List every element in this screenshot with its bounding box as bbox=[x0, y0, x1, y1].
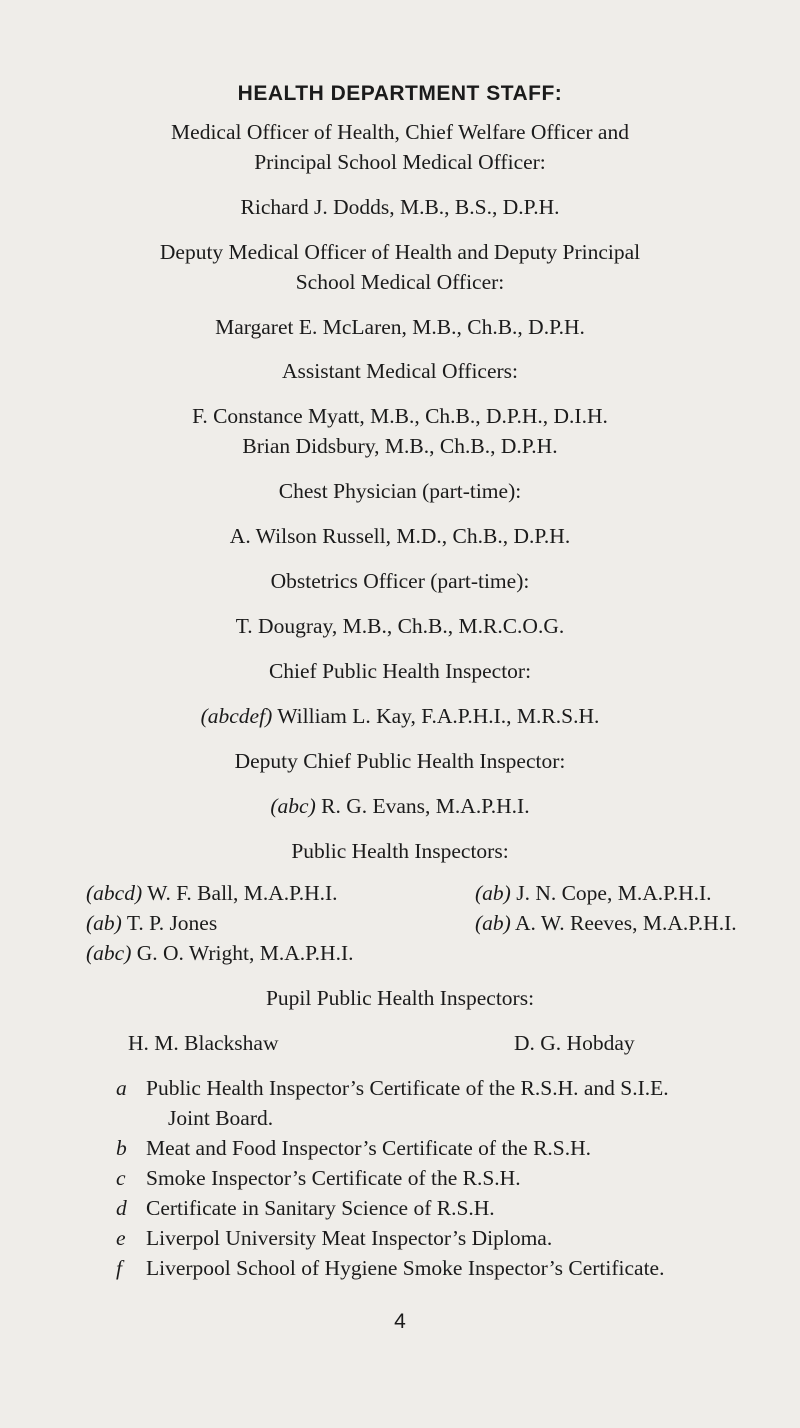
footnote-text: Liverpol University Meat Inspector’s Diploma. bbox=[146, 1226, 553, 1250]
qualification-code: (ab) bbox=[475, 911, 511, 935]
footnote-letter: d bbox=[116, 1196, 127, 1220]
qualification-code: (abcdef) bbox=[200, 704, 273, 728]
phi-name: W. F. Ball, M.A.P.H.I. bbox=[147, 881, 338, 905]
pupil-phi-name-2: D. G. Hobday bbox=[514, 1031, 635, 1055]
phi-name: A. W. Reeves, M.A.P.H.I. bbox=[515, 911, 737, 935]
chest-name: A. Wilson Russell, M.D., Ch.B., D.P.H. bbox=[229, 524, 571, 548]
deputy-chief-phi-name: R. G. Evans, M.A.P.H.I. bbox=[321, 794, 530, 818]
footnote-text: Liverpool School of Hygiene Smoke Inspector’s Certificate. bbox=[146, 1256, 665, 1280]
page-number: 4 bbox=[394, 1310, 406, 1333]
obstetrics-title: Obstetrics Officer (part-time): bbox=[270, 569, 530, 593]
deputy-chief-phi-entry bbox=[0, 791, 800, 821]
phi-name: G. O. Wright, M.A.P.H.I. bbox=[136, 941, 354, 965]
qualification-code: (abcd) bbox=[86, 881, 143, 905]
footnote-letter: a bbox=[116, 1076, 127, 1100]
footnote-text: Certificate in Sanitary Science of R.S.H. bbox=[146, 1196, 495, 1220]
assistant-name-1: F. Constance Myatt, M.B., Ch.B., D.P.H., D.I.H. bbox=[192, 404, 608, 428]
phi-name: J. N. Cope, M.A.P.H.I. bbox=[516, 881, 712, 905]
moh-name: Richard J. Dodds, M.B., B.S., D.P.H. bbox=[240, 195, 560, 219]
footnote-letter: c bbox=[116, 1166, 126, 1190]
footnote-letter: f bbox=[116, 1256, 122, 1280]
obstetrics-name: T. Dougray, M.B., Ch.B., M.R.C.O.G. bbox=[235, 614, 565, 638]
phi-entry bbox=[475, 908, 737, 938]
assistant-title: Assistant Medical Officers: bbox=[281, 359, 519, 383]
phi-title: Public Health Inspectors: bbox=[291, 839, 509, 863]
moh-title-line1: Medical Officer of Health, Chief Welfare Officer and bbox=[171, 120, 629, 144]
pupil-phi-title: Pupil Public Health Inspectors: bbox=[265, 986, 535, 1010]
deputy-moh-title-line2: School Medical Officer: bbox=[295, 270, 505, 294]
chest-title: Chest Physician (part-time): bbox=[278, 479, 522, 503]
qualification-code: (ab) bbox=[475, 881, 511, 905]
chief-phi-title: Chief Public Health Inspector: bbox=[268, 659, 532, 683]
phi-entry bbox=[86, 878, 338, 908]
qualification-code: (ab) bbox=[86, 911, 122, 935]
pupil-phi-name-1: H. M. Blackshaw bbox=[128, 1031, 279, 1055]
moh-title-line2: Principal School Medical Officer: bbox=[254, 150, 546, 174]
footnote-text: Smoke Inspector’s Certificate of the R.S.H. bbox=[146, 1166, 521, 1190]
phi-entry bbox=[86, 908, 217, 938]
phi-name: T. P. Jones bbox=[126, 911, 218, 935]
footnote-text-continued: Joint Board. bbox=[168, 1106, 274, 1130]
qualification-code: (abc) bbox=[270, 794, 316, 818]
chief-phi-entry bbox=[0, 701, 800, 731]
footnote-letter: e bbox=[116, 1226, 126, 1250]
footnote-text: Public Health Inspector’s Certificate of the R.S.H. and S.I.E. bbox=[146, 1076, 669, 1100]
deputy-moh-title-line1: Deputy Medical Officer of Health and Deputy Principal bbox=[159, 240, 641, 264]
phi-entry bbox=[475, 878, 712, 908]
deputy-chief-phi-title: Deputy Chief Public Health Inspector: bbox=[234, 749, 566, 773]
deputy-moh-name: Margaret E. McLaren, M.B., Ch.B., D.P.H. bbox=[215, 315, 585, 339]
phi-entry bbox=[86, 938, 353, 968]
assistant-name-2: Brian Didsbury, M.B., Ch.B., D.P.H. bbox=[242, 434, 558, 458]
qualification-code: (abc) bbox=[86, 941, 132, 965]
footnote-letter: b bbox=[116, 1136, 127, 1160]
footnote-text: Meat and Food Inspector’s Certificate of the R.S.H. bbox=[146, 1136, 592, 1160]
page-heading: HEALTH DEPARTMENT STAFF: bbox=[237, 82, 563, 105]
chief-phi-name: William L. Kay, F.A.P.H.I., M.R.S.H. bbox=[277, 704, 600, 728]
